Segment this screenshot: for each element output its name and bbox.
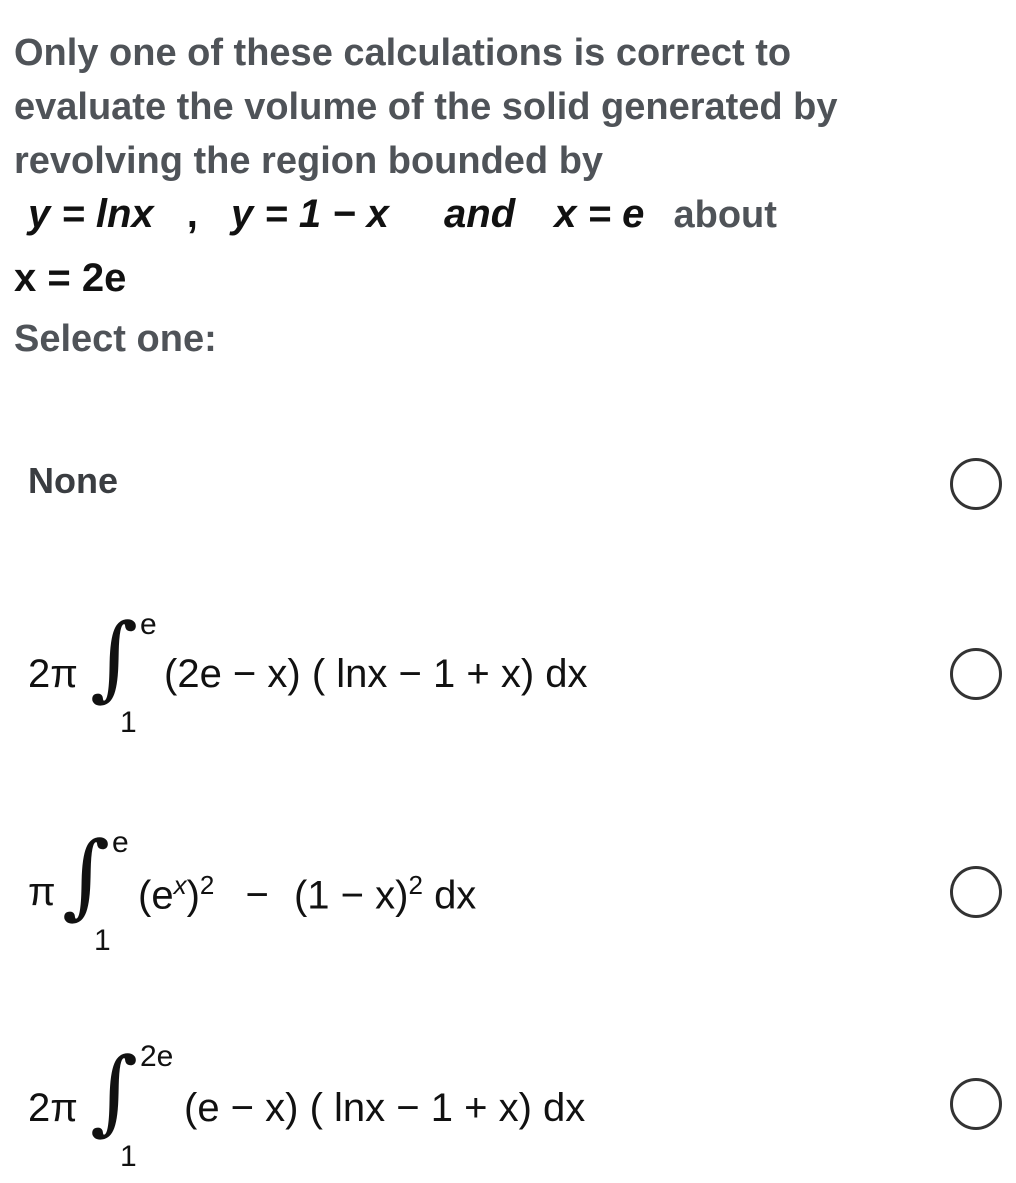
option-3-base: (e — [138, 873, 174, 918]
option-3-close-exponent: 2 — [199, 870, 215, 900]
question-line-1: Only one of these calculations is correct to — [14, 32, 792, 74]
option-3-radio[interactable] — [950, 866, 1002, 918]
option-3-upper-limit: e — [112, 826, 129, 859]
bounding-equations — [28, 192, 777, 237]
option-4-lower-limit: 1 — [120, 1140, 137, 1173]
equation-x-e: x = e — [554, 192, 645, 236]
option-2-coef: 2π — [28, 652, 78, 696]
option-3-term2-exponent: 2 — [408, 870, 423, 900]
option-none-label: None — [28, 460, 118, 501]
option-4-radio[interactable] — [950, 1078, 1002, 1130]
about-word: about — [673, 194, 777, 236]
option-2-radio[interactable] — [950, 648, 1002, 700]
option-3-integrand — [138, 870, 476, 918]
integral-sign-icon: ∫ — [90, 1038, 138, 1145]
option-3-lower-limit: 1 — [94, 924, 111, 957]
option-3-close: ) — [186, 873, 200, 918]
option-2-integrand: (2e − x) ( lnx − 1 + x) dx — [164, 652, 588, 696]
question-line-3: revolving the region bounded by — [14, 140, 604, 182]
equation-y-1-minus-x: y = 1 − x — [231, 192, 389, 236]
question-line-2: evaluate the volume of the solid generated by — [14, 86, 838, 128]
axis-of-revolution: x = 2e — [14, 256, 127, 300]
option-4[interactable] — [0, 1036, 1016, 1176]
option-4-upper-limit: 2e — [140, 1040, 174, 1073]
option-2-upper-limit: e — [140, 608, 157, 641]
option-none[interactable] — [0, 460, 1016, 520]
option-none-radio[interactable] — [950, 458, 1002, 510]
integral-sign-icon: ∫ — [90, 604, 138, 711]
option-3-dx: dx — [434, 873, 477, 918]
option-3-base-exponent: x — [173, 870, 187, 900]
question-text — [14, 26, 974, 188]
option-2-lower-limit: 1 — [120, 706, 137, 739]
option-3[interactable] — [0, 820, 1016, 970]
option-4-integrand: (e − x) ( lnx − 1 + x) dx — [184, 1086, 586, 1130]
comma: , — [186, 192, 198, 236]
and-word: and — [444, 192, 516, 236]
option-3-term2: (1 − x) — [293, 873, 409, 918]
option-3-coef: π — [28, 870, 56, 914]
option-2[interactable] — [0, 600, 1016, 750]
select-prompt: Select one: — [14, 318, 217, 360]
integral-sign-icon: ∫ — [62, 822, 110, 929]
option-4-coef: 2π — [28, 1086, 78, 1130]
option-3-minus: − — [245, 873, 269, 918]
equation-y-lnx: y = lnx — [28, 192, 154, 236]
